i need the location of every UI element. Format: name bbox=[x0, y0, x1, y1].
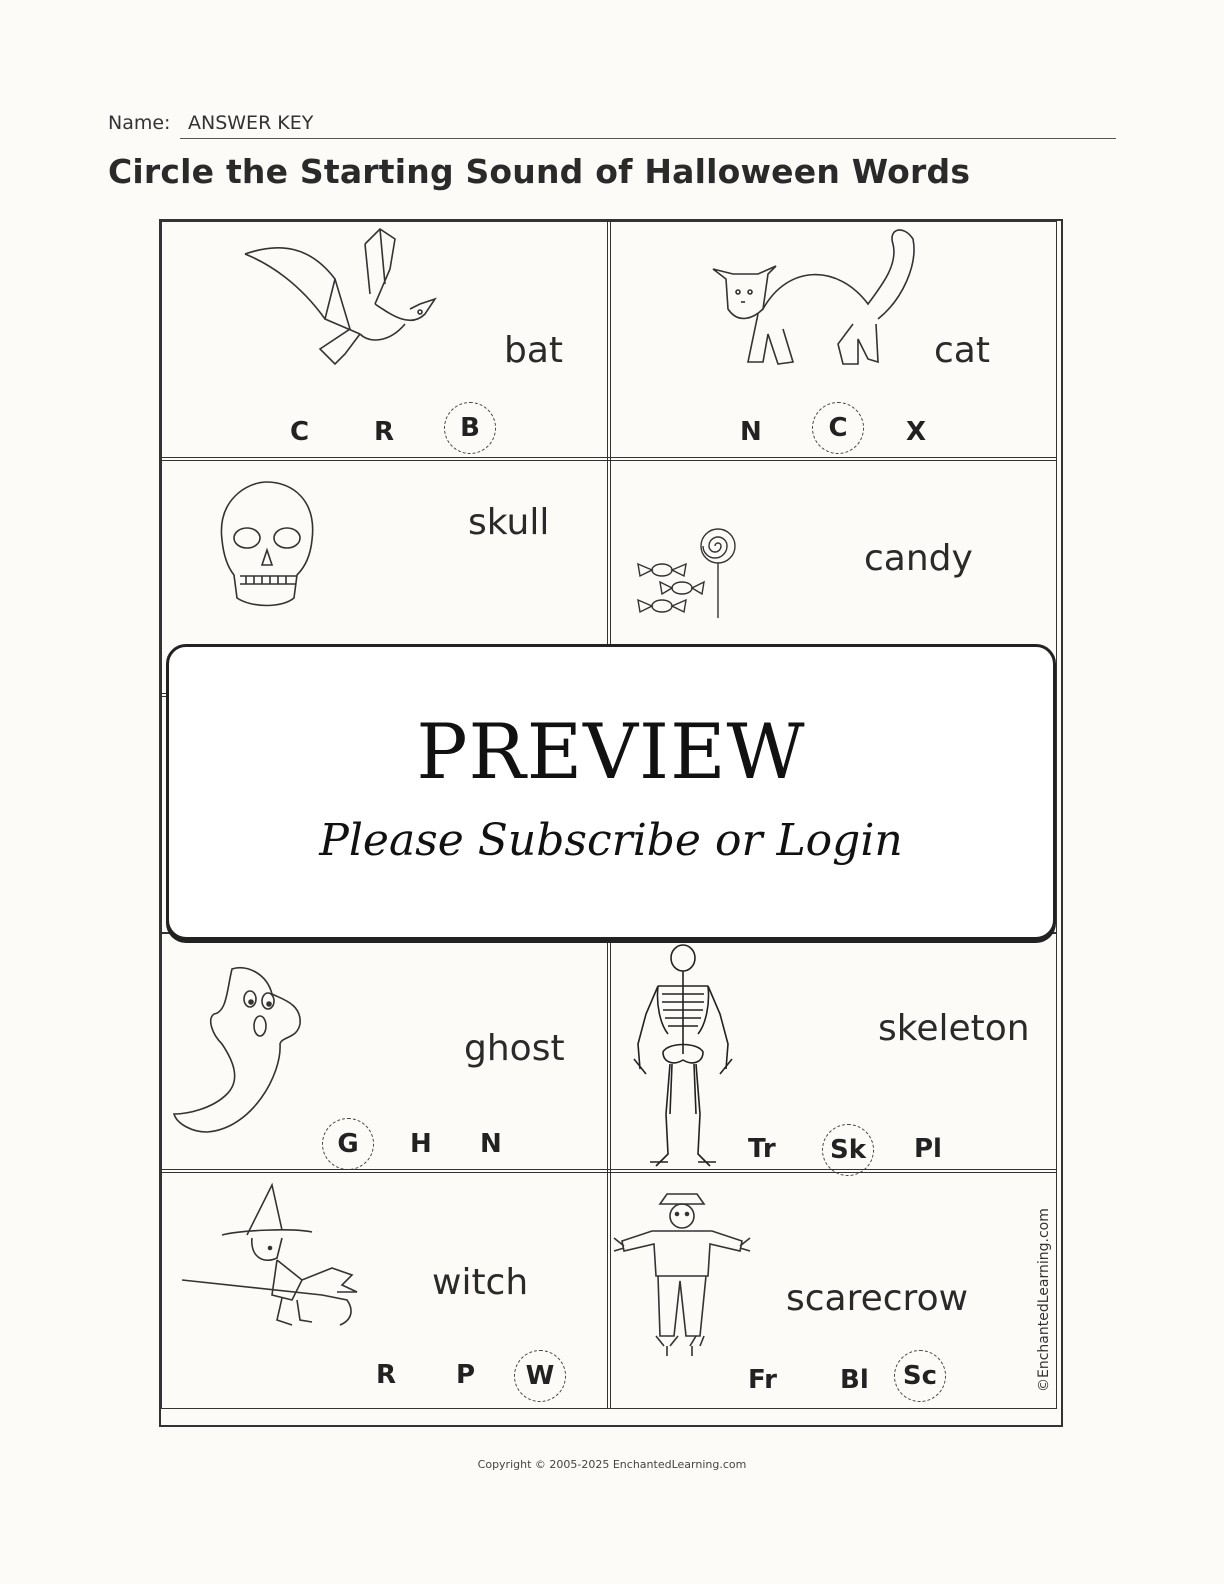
cell-witch bbox=[161, 1169, 611, 1409]
bat-icon bbox=[240, 224, 440, 374]
word-label: skeleton bbox=[878, 1008, 1030, 1049]
name-value: ANSWER KEY bbox=[188, 112, 314, 134]
choice-option[interactable]: Bl bbox=[840, 1365, 869, 1395]
cell-skeleton bbox=[607, 933, 1057, 1173]
name-underline bbox=[180, 138, 1116, 139]
word-label: candy bbox=[864, 538, 973, 579]
choice-option[interactable]: N bbox=[740, 417, 762, 447]
choice-option-circled[interactable]: Sc bbox=[894, 1350, 946, 1402]
word-label: skull bbox=[468, 502, 550, 543]
word-label: scarecrow bbox=[786, 1278, 969, 1319]
choice-option-circled[interactable]: C bbox=[812, 402, 864, 454]
choice-option[interactable]: Pl bbox=[914, 1134, 942, 1164]
preview-title: PREVIEW bbox=[416, 707, 806, 796]
name-row bbox=[108, 110, 1116, 140]
cell-cat bbox=[607, 221, 1057, 461]
scarecrow-icon bbox=[612, 1186, 752, 1356]
word-label: cat bbox=[934, 330, 990, 371]
ghost-icon bbox=[172, 964, 307, 1134]
word-label: bat bbox=[504, 330, 564, 371]
choice-option[interactable]: P bbox=[456, 1360, 476, 1390]
choice-option-circled[interactable]: B bbox=[444, 402, 496, 454]
name-label: Name: bbox=[108, 112, 171, 134]
choice-option[interactable]: X bbox=[906, 417, 927, 447]
witch-icon bbox=[182, 1180, 362, 1340]
candy-icon bbox=[632, 526, 742, 622]
choice-option[interactable]: H bbox=[410, 1129, 432, 1159]
cell-scarecrow bbox=[607, 1169, 1057, 1409]
choice-option[interactable]: C bbox=[290, 417, 310, 447]
preview-subtitle: Please Subscribe or Login bbox=[319, 815, 903, 866]
cat-icon bbox=[708, 224, 923, 369]
skeleton-icon bbox=[628, 944, 738, 1169]
choice-option[interactable]: R bbox=[376, 1360, 397, 1390]
choice-option[interactable]: N bbox=[480, 1129, 502, 1159]
word-label: witch bbox=[432, 1262, 529, 1303]
skull-icon bbox=[212, 480, 322, 610]
choice-option[interactable]: Tr bbox=[748, 1134, 776, 1164]
watermark: ©EnchantedLearning.com bbox=[1036, 1208, 1052, 1392]
choice-option-circled[interactable]: Sk bbox=[822, 1124, 874, 1176]
word-label: ghost bbox=[464, 1028, 565, 1069]
choice-option-circled[interactable]: G bbox=[322, 1118, 374, 1170]
choice-option-circled[interactable]: W bbox=[514, 1350, 566, 1402]
cell-ghost bbox=[161, 933, 611, 1173]
choice-option[interactable]: R bbox=[374, 417, 395, 447]
choice-option[interactable]: Fr bbox=[748, 1365, 777, 1395]
preview-overlay[interactable] bbox=[166, 644, 1056, 940]
cell-bat bbox=[161, 221, 611, 461]
worksheet-title: Circle the Starting Sound of Halloween Words bbox=[108, 152, 971, 191]
copyright-footer: Copyright © 2005-2025 EnchantedLearning.com bbox=[477, 1458, 747, 1471]
